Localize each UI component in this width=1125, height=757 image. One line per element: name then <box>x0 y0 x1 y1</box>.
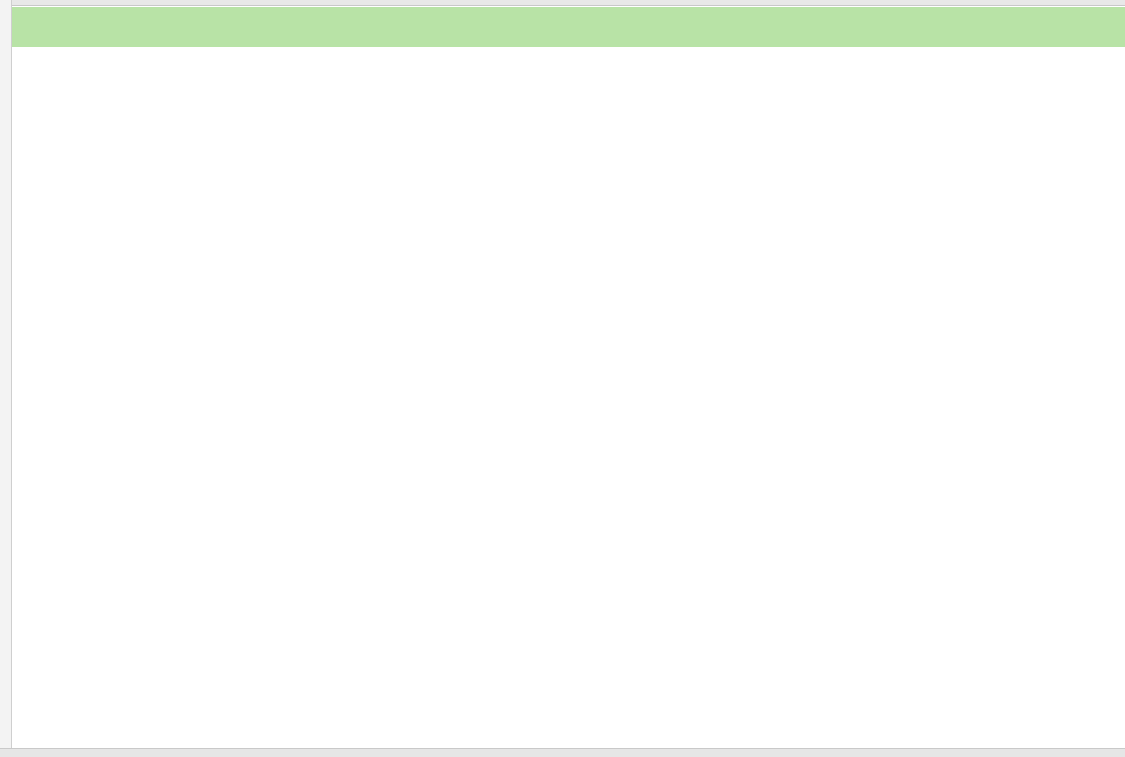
title-band <box>12 7 1125 47</box>
column-header-strip <box>0 0 1125 6</box>
row-header-column <box>0 0 12 756</box>
